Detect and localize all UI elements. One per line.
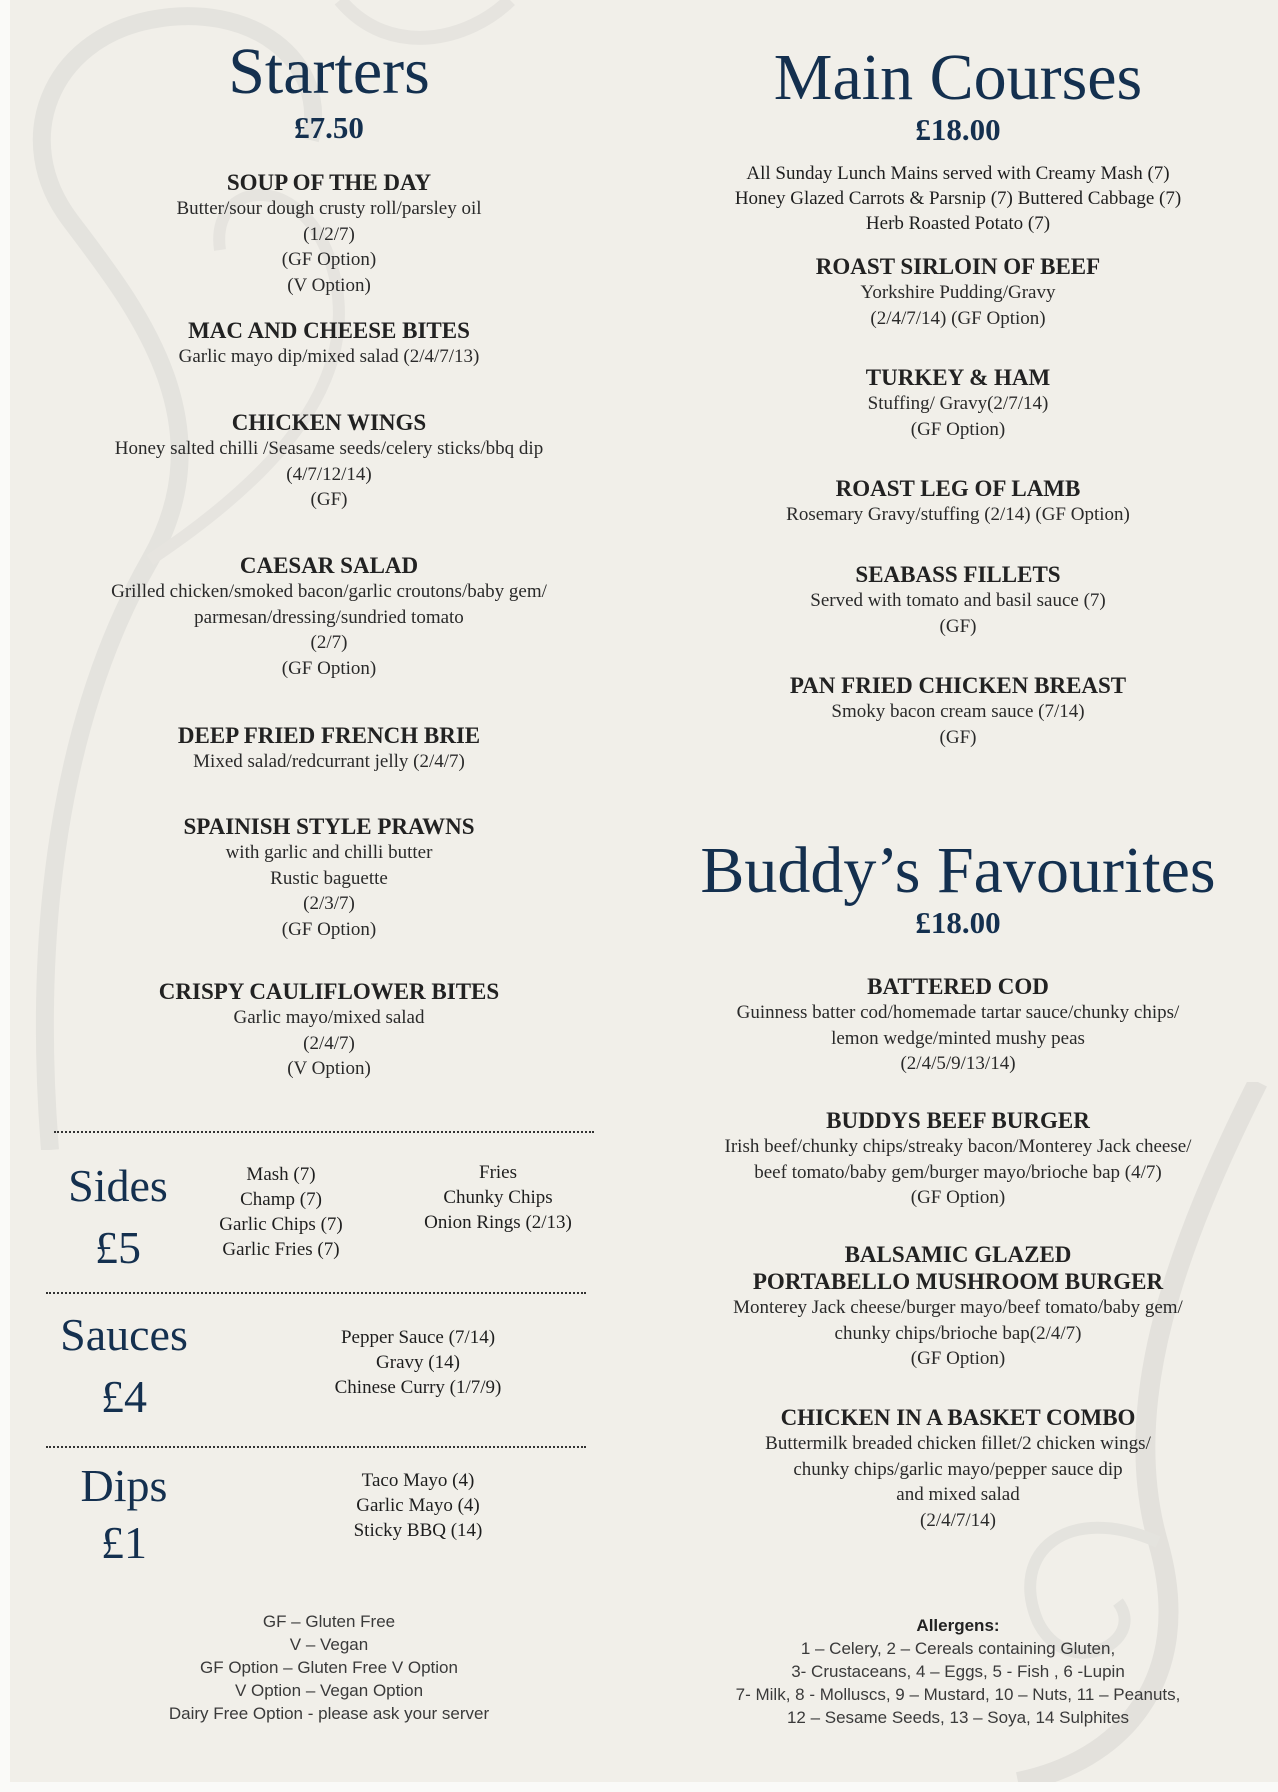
menu-item-description: (2/4/5/9/13/14) — [900, 1053, 1016, 1074]
sides-list-right — [424, 1160, 572, 1235]
menu-item-description: (2/4/7/14) — [920, 1509, 996, 1531]
menu-item-description: and mixed salad — [896, 1484, 1020, 1505]
menu-item — [648, 364, 1268, 442]
dips-title: Dips — [80, 1460, 168, 1511]
menu-item-name: BATTERED COD — [867, 974, 1049, 999]
menu-item-name: SOUP OF THE DAY — [226, 170, 432, 195]
menu-item-name: TURKEY & HAM — [865, 365, 1051, 390]
allergens-entry: 12 – Sesame Seeds, 13 – Soya, 14 Sulphites — [786, 1708, 1130, 1727]
dotted-divider — [46, 1292, 586, 1294]
starters-price: £7.50 — [294, 110, 364, 145]
menu-item-description: Grilled chicken/smoked bacon/garlic croutons/baby gem/ — [111, 581, 547, 602]
mains-title: Main Courses — [773, 41, 1143, 114]
menu-item-description: (1/2/7) — [303, 223, 355, 245]
menu-item — [648, 973, 1268, 1077]
menu-item-description: (GF Option) — [281, 657, 377, 679]
menu-item-description: (GF Option) — [910, 1187, 1006, 1208]
dotted-divider — [46, 1446, 586, 1448]
menu-item-description: (GF Option) — [281, 918, 377, 940]
menu-item — [648, 561, 1268, 639]
dips-price: £1 — [101, 1517, 147, 1568]
menu-item — [648, 1107, 1268, 1211]
menu-item-description: with garlic and chilli butter — [225, 842, 433, 863]
menu-item-name: CHICKEN IN A BASKET COMBO — [780, 1405, 1136, 1430]
menu-item-name: CHICKEN WINGS — [231, 410, 427, 435]
menu-item-description: Honey salted chilli /Seasame seeds/celery sticks/bbq dip — [114, 438, 544, 459]
dips-list-entry: Sticky BBQ (14) — [353, 1520, 483, 1541]
menu-item-description: (GF) — [939, 615, 977, 637]
menu-item — [648, 475, 1268, 528]
menu-item-description: chunky chips/garlic mayo/pepper sauce dip — [793, 1458, 1123, 1480]
dotted-divider — [54, 1131, 594, 1133]
sauces-title: Sauces — [60, 1309, 188, 1360]
sauces-list-entry: Chinese Curry (1/7/9) — [334, 1377, 502, 1398]
menu-item-description: parmesan/dressing/sundried tomato — [194, 606, 464, 628]
menu-item-description: (GF) — [939, 726, 977, 748]
menu-item — [19, 722, 639, 775]
mains-intro-entry: Herb Roasted Potato (7) — [865, 213, 1051, 234]
dietary-key-entry: GF Option – Gluten Free V Option — [200, 1658, 458, 1677]
menu-item-description: Smoky bacon cream sauce (7/14) — [831, 701, 1085, 722]
sides-list-left — [219, 1162, 342, 1262]
menu-item-description: (GF Option) — [281, 249, 377, 270]
sauces-list-entry: Pepper Sauce (7/14) — [340, 1327, 496, 1348]
menu-item-description: Mixed salad/redcurrant jelly (2/4/7) — [193, 751, 465, 772]
menu-item-description: Garlic mayo/mixed salad — [233, 1007, 425, 1028]
menu-item-name: SPAINISH STYLE PRAWNS — [183, 814, 475, 839]
menu-item-description: (4/7/12/14) — [286, 463, 372, 485]
menu-item-description: Monterey Jack cheese/burger mayo/beef tomato/baby gem/ — [733, 1297, 1183, 1318]
dietary-key-entry: V – Vegan — [289, 1635, 369, 1654]
menu-item-description: (V Option) — [287, 274, 371, 296]
menu-item-description: Stuffing/ Gravy(2/7/14) — [867, 393, 1049, 414]
menu-item-description: (2/4/7/14) (GF Option) — [870, 307, 1046, 329]
dips-list — [354, 1468, 483, 1543]
menu-item — [648, 1241, 1268, 1372]
dips-list-entry: Garlic Mayo (4) — [356, 1495, 480, 1516]
allergens-key — [736, 1614, 1181, 1729]
menu-item-description: Guinness batter cod/homemade tartar sauce/chunky chips/ — [736, 1002, 1180, 1023]
favourites-title: Buddy’s Favourites — [700, 834, 1216, 907]
dietary-key-entry: Dairy Free Option - please ask your server — [168, 1704, 490, 1723]
favourites-price: £18.00 — [915, 905, 1001, 940]
menu-page — [10, 0, 1278, 1782]
sauces-list — [335, 1325, 502, 1400]
menu-item-name: ROAST LEG OF LAMB — [835, 476, 1081, 501]
sauces-list-entry: Gravy (14) — [376, 1352, 460, 1373]
sides-list-right-entry: Onion Rings (2/13) — [424, 1212, 572, 1233]
allergens-entry: 1 – Celery, 2 – Cereals containing Gluten, — [800, 1639, 1116, 1658]
mains-price: £18.00 — [915, 112, 1001, 147]
menu-item — [648, 253, 1268, 331]
menu-item-name: MAC AND CHEESE BITES — [188, 318, 470, 343]
menu-item-description: beef tomato/baby gem/burger mayo/brioche bap (4/7) — [754, 1161, 1162, 1183]
menu-item-description: Butter/sour dough crusty roll/parsley oil — [176, 198, 482, 219]
allergens-entry: 7- Milk, 8 - Molluscs, 9 – Mustard, 10 – Nuts, 11 – Peanuts, — [735, 1685, 1181, 1704]
mains-intro-entry: Honey Glazed Carrots & Parsnip (7) Buttered Cabbage (7) — [734, 188, 1182, 209]
menu-item-description: Rustic baguette — [270, 867, 388, 889]
menu-item-name: CRISPY CAULIFLOWER BITES — [158, 979, 500, 1004]
menu-item-description: (2/7) — [310, 632, 348, 653]
mains-intro-entry: All Sunday Lunch Mains served with Creamy Mash (7) — [746, 163, 1170, 184]
menu-item-name: SEABASS FILLETS — [855, 562, 1061, 587]
menu-item — [648, 1404, 1268, 1533]
menu-item-description: Irish beef/chunky chips/streaky bacon/Monterey Jack cheese/ — [724, 1136, 1192, 1157]
dietary-key-entry: GF – Gluten Free — [262, 1612, 396, 1631]
sides-list-left-entry: Garlic Fries (7) — [222, 1239, 340, 1260]
sides-price: £5 — [95, 1222, 141, 1273]
menu-item — [19, 552, 639, 681]
menu-item-description: Garlic mayo dip/mixed salad (2/4/7/13) — [178, 346, 480, 367]
mains-intro — [735, 161, 1181, 236]
menu-item-description: (V Option) — [287, 1058, 371, 1079]
sides-list-right-entry: Fries — [479, 1162, 517, 1183]
menu-item-description: (GF Option) — [910, 1348, 1006, 1369]
menu-item-description: (2/3/7) — [303, 893, 355, 914]
menu-item-name: BUDDYS BEEF BURGER — [826, 1108, 1090, 1133]
menu-item — [648, 672, 1268, 750]
starters-title: Starters — [228, 35, 430, 108]
sides-list-left-entry: Mash (7) — [246, 1164, 316, 1185]
menu-item-description: (GF) — [310, 489, 348, 510]
menu-item-description: Yorkshire Pudding/Gravy — [860, 282, 1056, 303]
sides-title: Sides — [68, 1160, 168, 1211]
menu-item-name: BALSAMIC GLAZED PORTABELLO MUSHROOM BURGER — [752, 1242, 1164, 1294]
menu-item-description: (2/4/7) — [303, 1032, 355, 1054]
menu-item — [19, 409, 639, 513]
menu-item-description: (GF Option) — [910, 418, 1006, 440]
dietary-key-entry: V Option – Vegan Option — [234, 1681, 424, 1700]
menu-item-name: PAN FRIED CHICKEN BREAST — [789, 673, 1127, 698]
sides-list-left-entry: Garlic Chips (7) — [219, 1214, 343, 1235]
menu-item — [19, 169, 639, 298]
menu-item-description: Rosemary Gravy/stuffing (2/14) (GF Option) — [786, 504, 1130, 525]
menu-item — [19, 813, 639, 942]
menu-item-name: ROAST SIRLOIN OF BEEF — [815, 254, 1101, 279]
menu-item-name: CAESAR SALAD — [239, 553, 419, 578]
allergens-title: Allergens: — [916, 1616, 1000, 1635]
menu-item — [19, 978, 639, 1082]
menu-item-description: Buttermilk breaded chicken fillet/2 chicken wings/ — [765, 1433, 1151, 1454]
dips-list-entry: Taco Mayo (4) — [361, 1470, 475, 1491]
menu-item-name: DEEP FRIED FRENCH BRIE — [177, 723, 481, 748]
sauces-price: £4 — [101, 1371, 147, 1422]
menu-item — [19, 317, 639, 370]
menu-item-description: chunky chips/brioche bap(2/4/7) — [834, 1322, 1082, 1344]
menu-item-description: Served with tomato and basil sauce (7) — [810, 590, 1106, 611]
menu-item-description: lemon wedge/minted mushy peas — [831, 1027, 1085, 1049]
dietary-key — [169, 1610, 489, 1725]
sides-list-right-entry: Chunky Chips — [443, 1187, 553, 1208]
sides-list-left-entry: Champ (7) — [240, 1189, 322, 1210]
allergens-entry: 3- Crustaceans, 4 – Eggs, 5 - Fish , 6 -Lupin — [791, 1662, 1125, 1681]
